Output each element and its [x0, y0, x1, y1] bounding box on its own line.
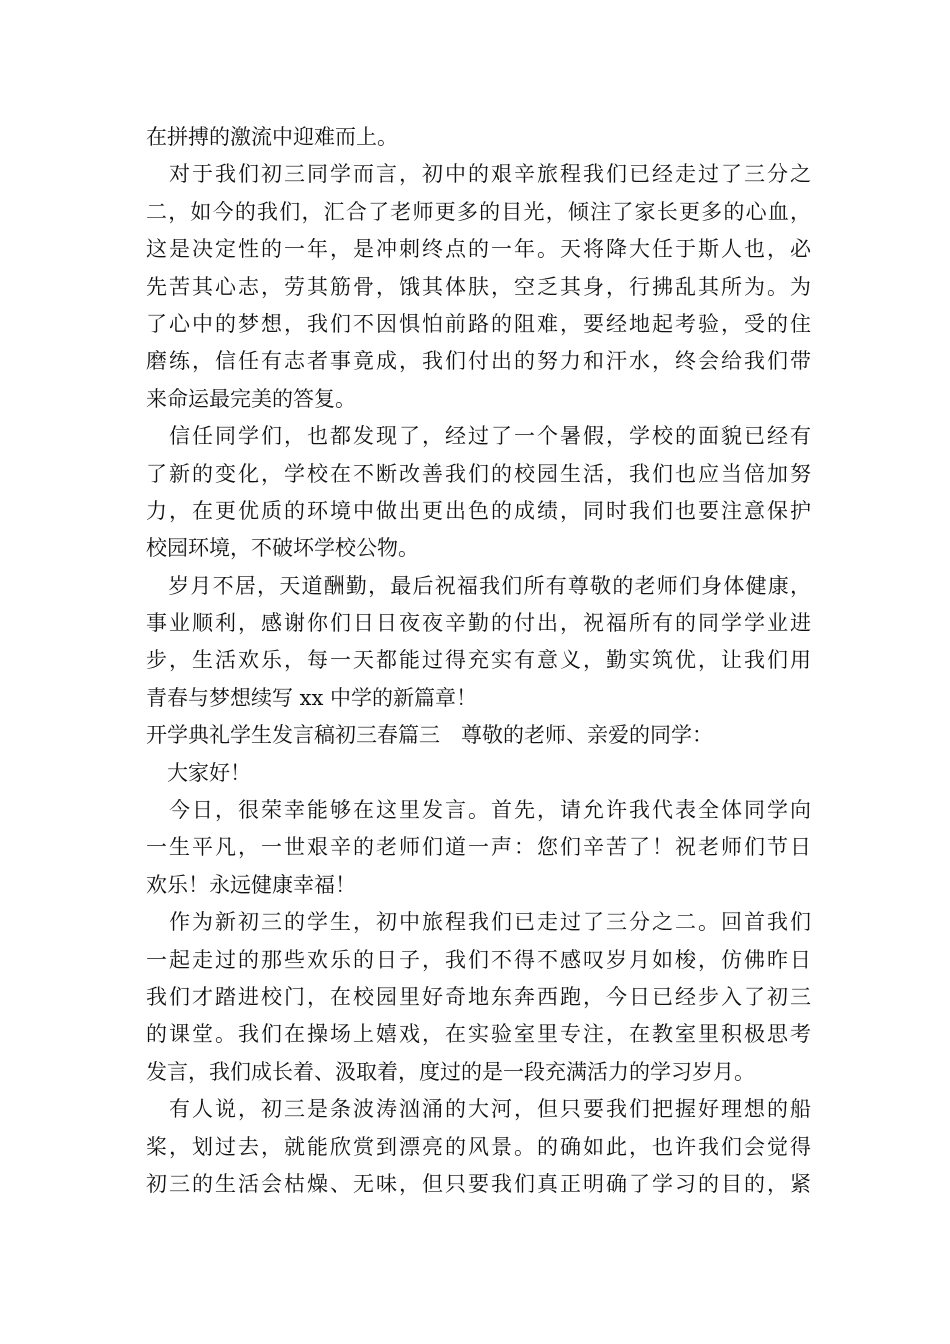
text-line: 了心中的梦想，我们不因惧怕前路的阻难，要经地起考验，受的住 — [146, 311, 811, 336]
text-line: 来命运最完美的答复。 — [146, 386, 356, 411]
text-line: 的课堂。我们在操场上嬉戏，在实验室里专注，在教室里积极思考 — [146, 1022, 811, 1047]
text-line: 发言，我们成长着、汲取着，度过的是一段充满活力的学习岁月。 — [146, 1059, 755, 1084]
document-body — [146, 119, 811, 1203]
text-line: 这是决定性的一年，是冲刺终点的一年。天将降大任于斯人也，必 — [146, 237, 811, 262]
text-line: 在拼搏的激流中迎难而上。 — [146, 125, 398, 149]
text-line: 一生平凡，一世艰辛的老师们道一声：您们辛苦了！祝老师们节日 — [146, 835, 811, 860]
text-line: 桨，划过去，就能欣赏到漂亮的风景。的确如此，也许我们会觉得 — [146, 1134, 811, 1159]
text-line: 二，如今的我们，汇合了老师更多的目光，倾注了家长更多的心血， — [146, 199, 811, 224]
text-line: 步，生活欢乐，每一天都能过得充实有意义，勤实筑优，让我们用 — [146, 648, 811, 673]
text-line: 大家好！ — [146, 760, 251, 785]
text-line: 欢乐！永远健康幸福！ — [146, 872, 356, 897]
text-line: 作为新初三的学生，初中旅程我们已走过了三分之二。回首我们 — [146, 910, 811, 935]
text-line: 校园环境，不破坏学校公物。 — [146, 536, 419, 561]
text-line: 力，在更优质的环境中做出更出色的成绩，同时我们也要注意保护 — [146, 498, 811, 523]
text-line: 开学典礼学生发言稿初三春篇三 尊敬的老师、亲爱的同学： — [146, 723, 713, 748]
text-line: 信任同学们，也都发现了，经过了一个暑假，学校的面貌已经有 — [146, 424, 811, 449]
text-line: 初三的生活会枯燥、无味，但只要我们真正明确了学习的目的，紧 — [146, 1171, 811, 1196]
text-line: 今日，很荣幸能够在这里发言。首先，请允许我代表全体同学向 — [146, 798, 811, 823]
text-line: 一起走过的那些欢乐的日子，我们不得不感叹岁月如梭，仿佛昨日 — [146, 947, 811, 972]
text-line: 岁月不居，天道酬勤，最后祝福我们所有尊敬的老师们身体健康， — [146, 573, 811, 598]
text-line: 了新的变化，学校在不断改善我们的校园生活，我们也应当倍加努 — [146, 461, 811, 486]
text-line: 磨练，信任有志者事竟成，我们付出的努力和汗水，终会给我们带 — [146, 349, 811, 374]
text-line: 先苦其心志，劳其筋骨，饿其体肤，空乏其身，行拂乱其所为。为 — [146, 274, 811, 299]
text-line: 我们才踏进校门，在校园里好奇地东奔西跑，今日已经步入了初三 — [146, 984, 811, 1009]
text-line: 事业顺利，感谢你们日日夜夜辛勤的付出，祝福所有的同学学业进 — [146, 611, 811, 636]
text-line: 青春与梦想续写 xx 中学的新篇章！ — [146, 685, 478, 710]
text-line: 对于我们初三同学而言，初中的艰辛旅程我们已经走过了三分之 — [146, 162, 811, 187]
text-line: 有人说，初三是条波涛汹涌的大河，但只要我们把握好理想的船 — [146, 1097, 811, 1122]
